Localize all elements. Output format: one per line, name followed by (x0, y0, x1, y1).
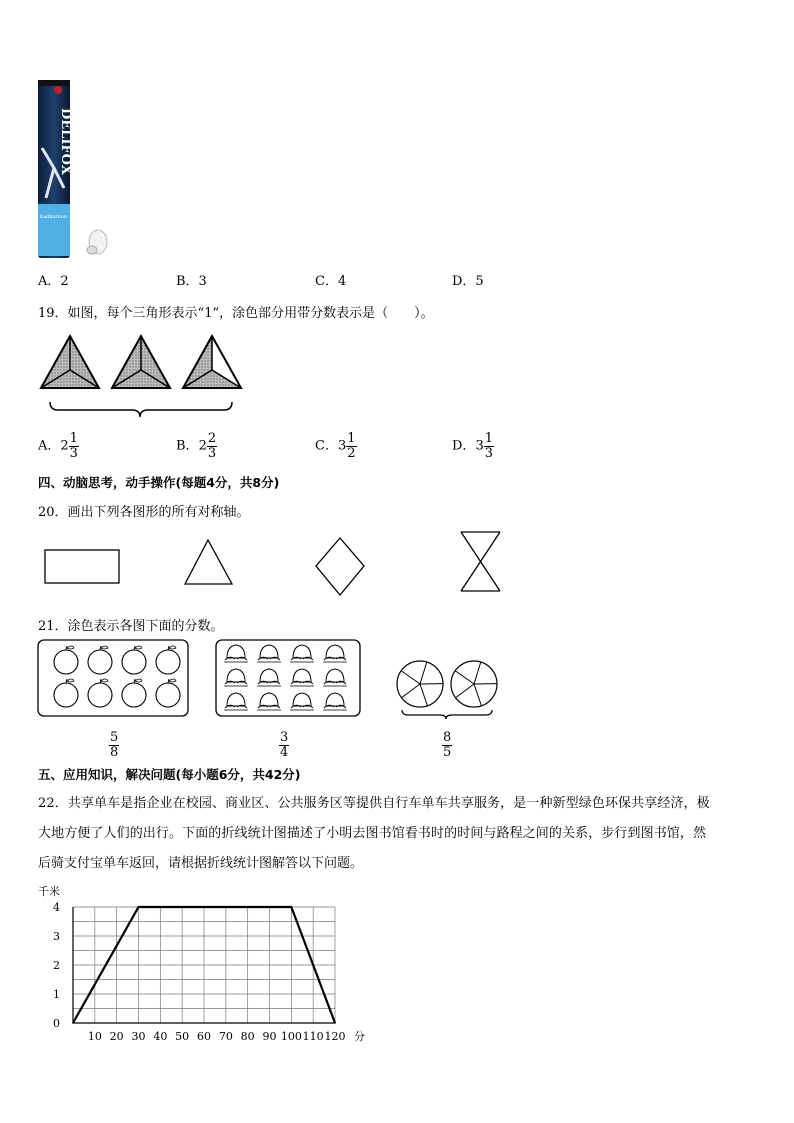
q21-figures (36, 638, 506, 726)
peach-icon (323, 693, 347, 710)
apple-icon (88, 646, 112, 674)
apple-icon (156, 646, 180, 674)
q19-option-c[interactable]: C．3 $\frac{1}{2}$ (315, 431, 356, 461)
peach-icon (224, 669, 248, 686)
circles-group (397, 661, 497, 719)
y-tick-label: 3 (53, 930, 60, 943)
q19-option-a[interactable]: A．2 $\frac{1}{3}$ (38, 431, 78, 461)
peaches-box (216, 640, 360, 716)
x-tick-label: 60 (197, 1030, 211, 1043)
peach-icon (224, 693, 248, 710)
section-4-heading: 四、动脑思考，动手操作(每题4分，共8分) (38, 475, 280, 490)
peach-icon (257, 693, 281, 710)
distance-time-chart (30, 878, 380, 1052)
tube-brand: DELIFOX (58, 108, 73, 175)
q21-fraction-1: $\frac{5}{8}$ (110, 730, 119, 760)
q22-line-3: 后骑支付宝单车返回，请根据折线统计图解答以下问题。 (38, 856, 364, 871)
x-tick-label: 50 (175, 1030, 190, 1043)
x-tick-label: 20 (109, 1030, 124, 1043)
tube-sub: badminton (40, 214, 68, 220)
apple-icon (88, 679, 112, 707)
x-tick-label: 40 (153, 1030, 168, 1043)
q21-fraction-2: $\frac{3}{4}$ (280, 730, 289, 760)
data-point (72, 1022, 74, 1024)
apple-icon (156, 679, 180, 707)
q19-text: 19．如图，每个三角形表示“1”，涂色部分用带分数表示是（ ）。 (38, 306, 434, 321)
peach-icon (224, 645, 248, 662)
hourglass-shape (461, 532, 500, 591)
y-axis-label: 千米 (38, 885, 60, 898)
x-tick-label: 80 (240, 1030, 255, 1043)
q21-fraction-3: $\frac{8}{5}$ (443, 730, 452, 760)
peach-icon (290, 669, 314, 686)
q19-option-d[interactable]: D．3 $\frac{1}{3}$ (452, 431, 493, 461)
triangle-3 (183, 336, 241, 388)
x-tick-label: 70 (218, 1030, 233, 1043)
y-tick-label: 2 (53, 959, 60, 972)
peach-icon (257, 669, 281, 686)
peach-icon (290, 693, 314, 710)
x-tick-label: 30 (131, 1030, 146, 1043)
peach-icon (257, 645, 281, 662)
x-tick-label: 120 (324, 1030, 346, 1043)
peach-icon (323, 645, 347, 662)
apple-icon (122, 646, 146, 674)
y-tick-label: 4 (53, 901, 60, 914)
q19-triangles-figure (36, 330, 246, 424)
q22-line-2: 大地方便了人们的出行。下面的折线统计图描述了小明去图书馆看书时的时间与路程之间的关系，步行到图书馆，然 (38, 826, 707, 841)
rhombus-shape (316, 538, 364, 595)
triangle-shape (185, 540, 232, 584)
q21-text: 21．涂色表示各图下面的分数。 (38, 619, 224, 634)
q20-shapes-figure (40, 528, 510, 602)
brace (50, 402, 232, 417)
peach-icon (323, 669, 347, 686)
x-tick-label: 10 (87, 1030, 102, 1043)
rectangle-shape (45, 550, 119, 583)
chart-grid (73, 907, 335, 1023)
q18-option-b[interactable]: B．3 (176, 274, 207, 289)
circle-divided-1 (397, 661, 443, 707)
section-5-heading: 五、应用知识，解决问题(每小题6分，共42分) (38, 767, 301, 782)
apple-icon (122, 679, 146, 707)
q22-line-1: 22．共享单车是指企业在校园、商业区、公共服务区等提供自行车单车共享服务，是一种新型绿色环保共享经济，极 (38, 796, 710, 811)
circle-divided-2 (451, 661, 497, 707)
data-point (291, 906, 293, 908)
peach-icon (290, 645, 314, 662)
q20-text: 20．画出下列各图形的所有对称轴。 (38, 505, 250, 520)
q19-option-b[interactable]: B．2 $\frac{2}{3}$ (176, 431, 217, 461)
q18-option-d[interactable]: D．5 (452, 274, 484, 289)
apples-box (38, 640, 188, 716)
brace-circles (402, 710, 492, 719)
data-point (138, 906, 140, 908)
shuttlecock-tube-image (34, 78, 114, 262)
q18-option-c[interactable]: C．4 (315, 274, 347, 289)
x-axis-label: 分 (354, 1030, 365, 1043)
apple-icon (54, 679, 78, 707)
y-tick-label: 0 (53, 1017, 60, 1030)
apple-icon (54, 646, 78, 674)
x-tick-label: 90 (262, 1030, 277, 1043)
triangle-1 (41, 336, 99, 388)
q18-option-a[interactable]: A．2 (38, 274, 69, 289)
x-tick-label: 100 (280, 1030, 302, 1043)
data-point (334, 1022, 336, 1024)
y-tick-label: 1 (53, 988, 60, 1001)
x-tick-label: 110 (302, 1030, 324, 1043)
triangle-2 (112, 336, 170, 388)
